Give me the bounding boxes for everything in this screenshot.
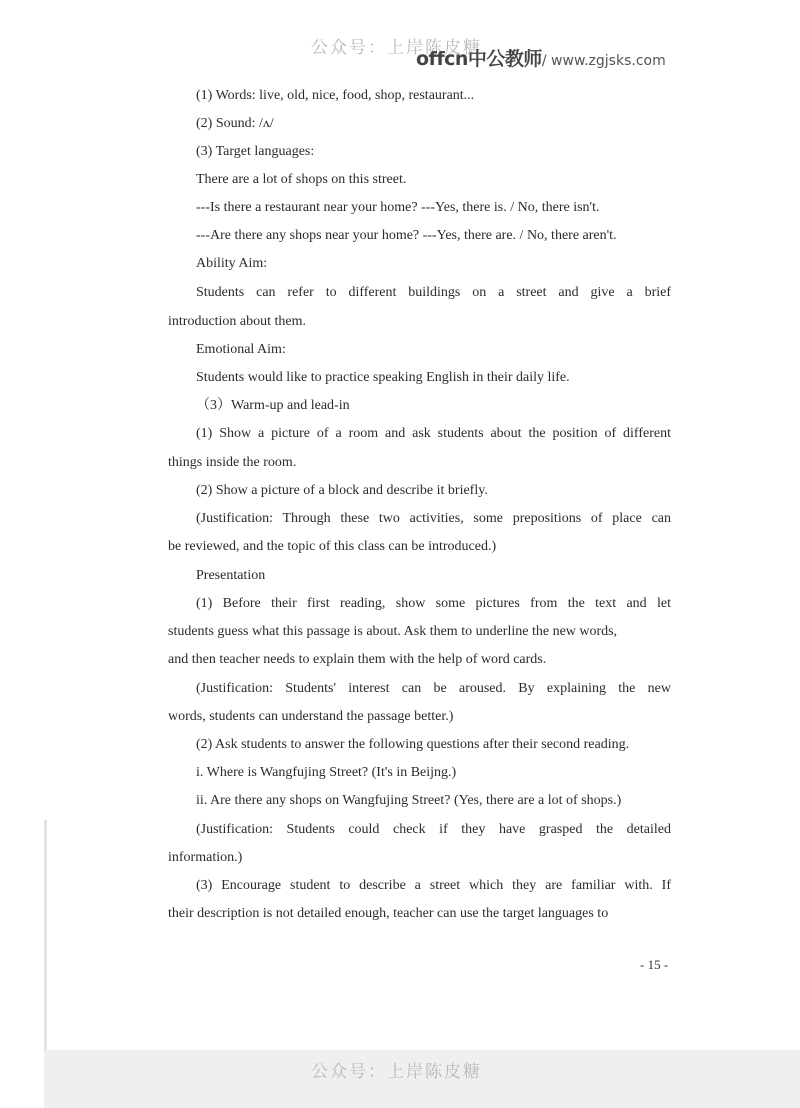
watermark-bottom: 公众号：上岸陈皮糖 <box>311 1062 482 1082</box>
text-line: There are a lot of shops on this street. <box>196 172 407 187</box>
page-number: - 15 - <box>640 957 669 972</box>
text-line: be reviewed, and the topic of this class can be introduced.) <box>168 539 497 554</box>
text-line: (3) Target languages: <box>196 144 315 159</box>
text-line: (2) Ask students to answer the following questions after their second reading. <box>196 737 630 752</box>
text-line: Students would like to practice speaking English in their daily life. <box>196 370 570 385</box>
text-line: (1) Words: live, old, nice, food, shop, restaurant... <box>196 88 475 103</box>
text-line: (3) Encourage student to describe a street which they are familiar with. If <box>196 878 671 893</box>
text-line: (Justification: Students' interest can be aroused. By explaining the new <box>196 681 671 696</box>
text-line: ---Is there a restaurant near your home? ---Yes, there is. / No, there isn't. <box>196 200 600 215</box>
text-line: their description is not detailed enough, teacher can use the target languages to <box>168 906 609 921</box>
text-line: ---Are there any shops near your home? ---Yes, there are. / No, there aren't. <box>196 228 617 243</box>
text-line: information.) <box>168 850 243 865</box>
text-line: ii. Are there any shops on Wangfujing Street? (Yes, there are a lot of shops.) <box>196 793 622 808</box>
text-line: and then teacher needs to explain them with the help of word cards. <box>168 652 547 667</box>
page-shadow <box>44 820 47 1050</box>
text-line: (2) Sound: /ʌ/ <box>196 116 274 131</box>
text-line: (1) Show a picture of a room and ask students about the position of different <box>196 426 671 441</box>
text-line: Students can refer to different buildings on a street and give a brief <box>196 285 671 300</box>
heading: Emotional Aim: <box>196 342 286 357</box>
brand-url: / www.zgjsks.com <box>541 53 666 69</box>
heading: Ability Aim: <box>196 256 268 271</box>
text-line: things inside the room. <box>168 455 297 470</box>
text-line: introduction about them. <box>168 314 307 329</box>
text-line: (Justification: Students could check if they have grasped the detailed <box>196 822 671 837</box>
watermark-top: 公众号：上岸陈皮糖 <box>311 38 482 58</box>
text-line: students guess what this passage is about. Ask them to underline the new words, <box>168 624 618 639</box>
brand-logo: offcn中公教师 <box>416 48 542 70</box>
text-line: (Justification: Through these two activities, some prepositions of place can <box>196 511 671 526</box>
text-line: words, students can understand the passage better.) <box>168 709 454 724</box>
brand-header <box>416 44 666 71</box>
text-line: (2) Show a picture of a block and describe it briefly. <box>196 483 488 498</box>
section-heading: Presentation <box>196 568 266 583</box>
text-line: i. Where is Wangfujing Street? (It's in Beijng.) <box>196 765 457 780</box>
text-line: (1) Before their first reading, show some pictures from the text and let <box>196 596 671 611</box>
section-heading: （3）Warm-up and lead-in <box>196 398 350 413</box>
